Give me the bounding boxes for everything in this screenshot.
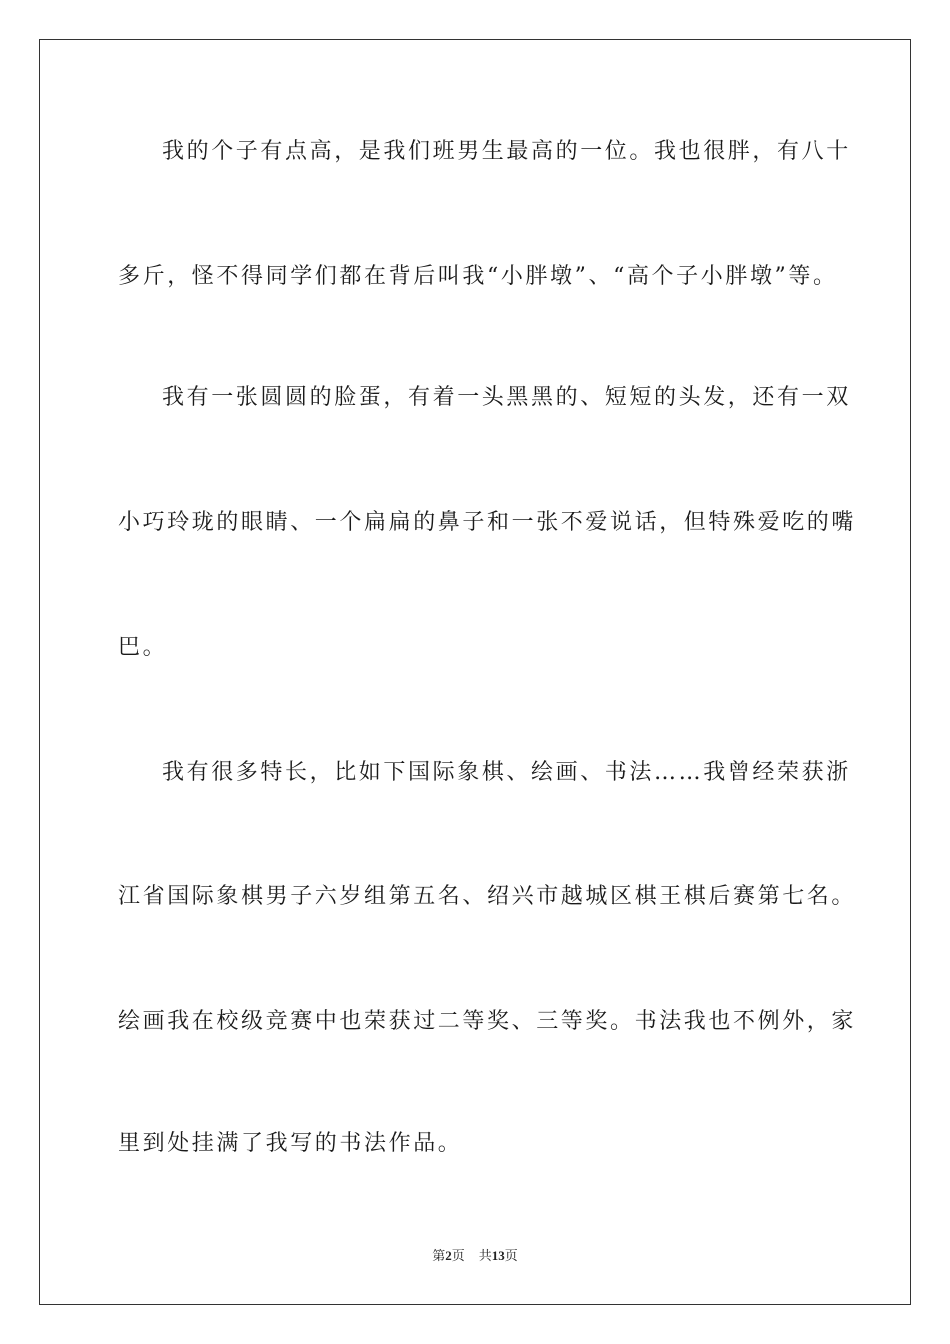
paragraph-2-line-3: 巴。: [118, 635, 168, 660]
total-suffix: 页: [504, 1248, 518, 1263]
paragraph-1-line-2: 多斤，怪不得同学们都在背后叫我“小胖墩”、“高个子小胖墩”等。: [118, 264, 838, 289]
total-prefix: 共: [478, 1248, 492, 1263]
paragraph-1-line-1: 我的个子有点高，是我们班男生最高的一位。我也很胖，有八十: [162, 139, 851, 164]
page-current: 2: [445, 1248, 452, 1263]
page-footer: [0, 1247, 950, 1265]
paragraph-3-line-4: 里到处挂满了我写的书法作品。: [118, 1131, 463, 1156]
paragraph-3-line-1: 我有很多特长，比如下国际象棋、绘画、书法……我曾经荣获浙: [162, 760, 851, 785]
paragraph-3-line-3: 绘画我在校级竞赛中也荣获过二等奖、三等奖。书法我也不例外，家: [118, 1009, 857, 1034]
paragraph-2-line-2: 小巧玲珑的眼睛、一个扁扁的鼻子和一张不爱说话，但特殊爱吃的嘴: [118, 510, 857, 535]
paragraph-3-line-2: 江省国际象棋男子六岁组第五名、绍兴市越城区棋王棋后赛第七名。: [118, 884, 857, 909]
paragraph-2-line-1: 我有一张圆圆的脸蛋，有着一头黑黑的、短短的头发，还有一双: [162, 385, 851, 410]
page-total: 13: [491, 1248, 505, 1263]
page-frame: [39, 39, 911, 1305]
page-prefix: 第: [432, 1248, 446, 1263]
page-suffix: 页: [451, 1248, 465, 1263]
